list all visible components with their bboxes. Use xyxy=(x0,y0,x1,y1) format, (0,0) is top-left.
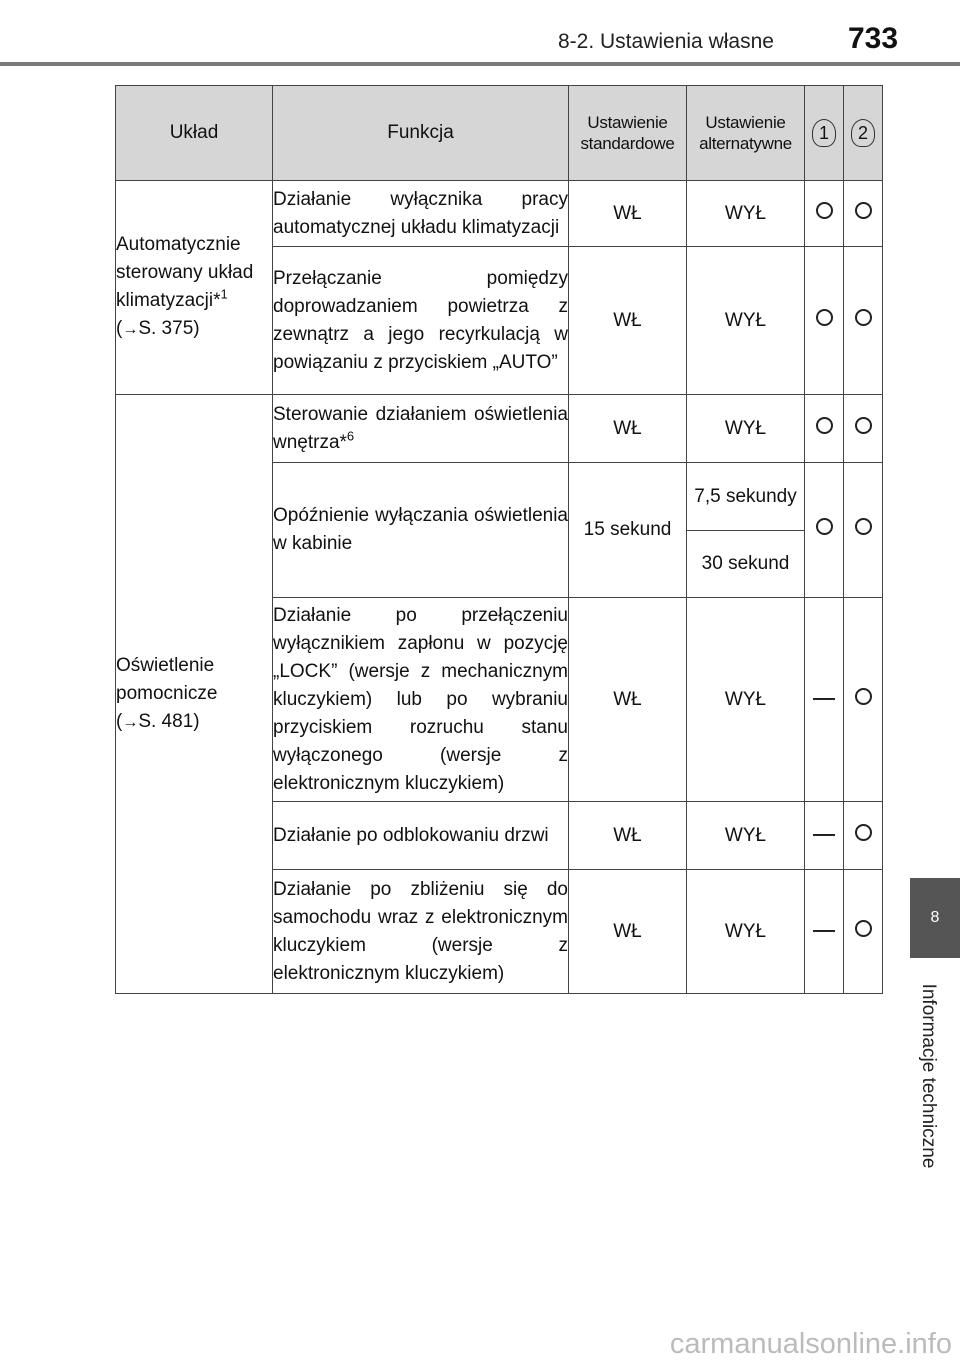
customize-col1 xyxy=(805,463,844,598)
function-text: Przełączanie pomiędzy doprowadzaniem powietrza z zewnątrz a jego recyrkulacją w powiązaniu z przyciskiem „AUTO” xyxy=(273,267,568,373)
customize-col1 xyxy=(805,181,844,247)
dash-icon xyxy=(813,834,835,836)
dash-icon xyxy=(813,930,835,932)
column-number-1: 1 xyxy=(812,119,836,147)
default-value: WŁ xyxy=(569,802,687,870)
column-header-2 xyxy=(844,86,883,181)
customize-col2 xyxy=(844,870,883,994)
customize-col2 xyxy=(844,247,883,395)
function-text xyxy=(273,401,568,457)
page-reference: S. 375) xyxy=(138,318,200,339)
alternative-value: WYŁ xyxy=(687,802,805,870)
table-row xyxy=(116,395,883,463)
customize-col2 xyxy=(844,598,883,802)
alternative-value: WYŁ xyxy=(687,247,805,395)
customize-col2 xyxy=(844,463,883,598)
customize-col2 xyxy=(844,395,883,463)
column-header-default xyxy=(569,86,687,181)
circle-icon xyxy=(855,920,872,937)
system-cell: Oświetlenie pomocnicze (→S. 481) xyxy=(116,395,273,994)
circle-icon xyxy=(816,518,833,535)
system-line: pomocnicze xyxy=(116,682,218,704)
column-header-function: Funkcja xyxy=(273,86,569,181)
page-reference: S. 481) xyxy=(138,710,200,732)
customize-col1 xyxy=(805,870,844,994)
table-header-row xyxy=(116,86,883,181)
column-header-alt-line2: alternatywne xyxy=(699,134,792,153)
function-cell xyxy=(273,181,569,247)
system-cell: Automatycznie sterowany układ klimatyzacji*$^1$ (→S. 375) xyxy=(116,181,273,395)
page-number: 733 xyxy=(848,22,899,55)
chapter-title xyxy=(903,968,953,1183)
column-header-default-line2: standardowe xyxy=(580,134,675,153)
table-row xyxy=(116,181,883,247)
header-divider xyxy=(0,62,960,66)
customize-col1 xyxy=(805,598,844,802)
arrow-right-icon: → xyxy=(122,713,139,731)
default-value: WŁ xyxy=(569,395,687,463)
watermark: carmanualsonline.info xyxy=(669,1328,952,1360)
alternative-value: 7,5 sekundy xyxy=(687,463,805,531)
alternative-value: WYŁ xyxy=(687,870,805,994)
default-value: WŁ xyxy=(569,247,687,395)
function-cell xyxy=(273,802,569,870)
circle-icon xyxy=(855,688,872,705)
system-line: klimatyzacji* xyxy=(116,290,221,311)
function-cell xyxy=(273,598,569,802)
circle-icon xyxy=(855,518,872,535)
circle-icon xyxy=(855,824,872,841)
circle-icon xyxy=(855,417,872,434)
circle-icon xyxy=(816,202,833,219)
circle-icon xyxy=(816,309,833,326)
system-line: Oświetlenie xyxy=(116,654,215,676)
customize-col1 xyxy=(805,802,844,870)
circle-icon xyxy=(855,309,872,326)
system-line: sterowany układ xyxy=(116,262,254,283)
system-line: Automatycznie xyxy=(116,234,241,255)
arrow-right-icon: → xyxy=(122,321,139,338)
alternative-value: WYŁ xyxy=(687,598,805,802)
column-number-2: 2 xyxy=(851,119,875,147)
footnote-marker: 1 xyxy=(220,286,228,302)
default-value: WŁ xyxy=(569,870,687,994)
function-cell xyxy=(273,463,569,598)
column-header-default-line1: Ustawienie xyxy=(587,113,668,132)
alternative-value: 30 sekund xyxy=(687,531,805,598)
column-header-system: Układ xyxy=(116,86,273,181)
customize-col1 xyxy=(805,395,844,463)
function-cell xyxy=(273,870,569,994)
alternative-value: WYŁ xyxy=(687,181,805,247)
default-value: WŁ xyxy=(569,598,687,802)
function-text: Opóźnienie wyłączania oświetlenia w kabinie xyxy=(273,505,568,554)
footnote-marker: 6 xyxy=(346,428,355,444)
circle-icon xyxy=(816,417,833,434)
default-value: 15 sekund xyxy=(569,463,687,598)
function-text: Działanie po odblokowaniu drzwi xyxy=(273,824,549,846)
dash-icon xyxy=(813,698,835,700)
section-title: 8-2. Ustawienia własne xyxy=(558,30,774,53)
function-cell xyxy=(273,247,569,395)
column-header-alternative xyxy=(687,86,805,181)
alternative-value: WYŁ xyxy=(687,395,805,463)
function-text: Działanie wyłącznika pracy automatycznej układu klimatyzacji xyxy=(273,188,568,238)
circle-icon xyxy=(855,202,872,219)
chapter-title-text: Informacje techniczne xyxy=(918,983,939,1168)
chapter-tab[interactable]: 8 xyxy=(910,878,960,958)
function-cell xyxy=(273,395,569,463)
function-text: Działanie po przełączeniu wyłącznikiem zapłonu w pozycję „LOCK” (wersje z mechanicznym kluczykiem) lub po wybraniu przyciskiem rozruchu stanu wyłączonego (wersje z elektronicznym kluczykiem) xyxy=(273,604,568,794)
settings-table xyxy=(115,85,883,994)
function-text-main: Sterowanie działaniem oświetlenia wnętrza* xyxy=(273,403,568,453)
customize-col1 xyxy=(805,247,844,395)
customize-col2 xyxy=(844,181,883,247)
column-header-1 xyxy=(805,86,844,181)
column-header-alt-line1: Ustawienie xyxy=(705,113,786,132)
function-text: Działanie po zbliżeniu się do samochodu wraz z elektronicznym kluczykiem (wersje z elektronicznym kluczykiem) xyxy=(273,878,568,984)
default-value: WŁ xyxy=(569,181,687,247)
customize-col2 xyxy=(844,802,883,870)
